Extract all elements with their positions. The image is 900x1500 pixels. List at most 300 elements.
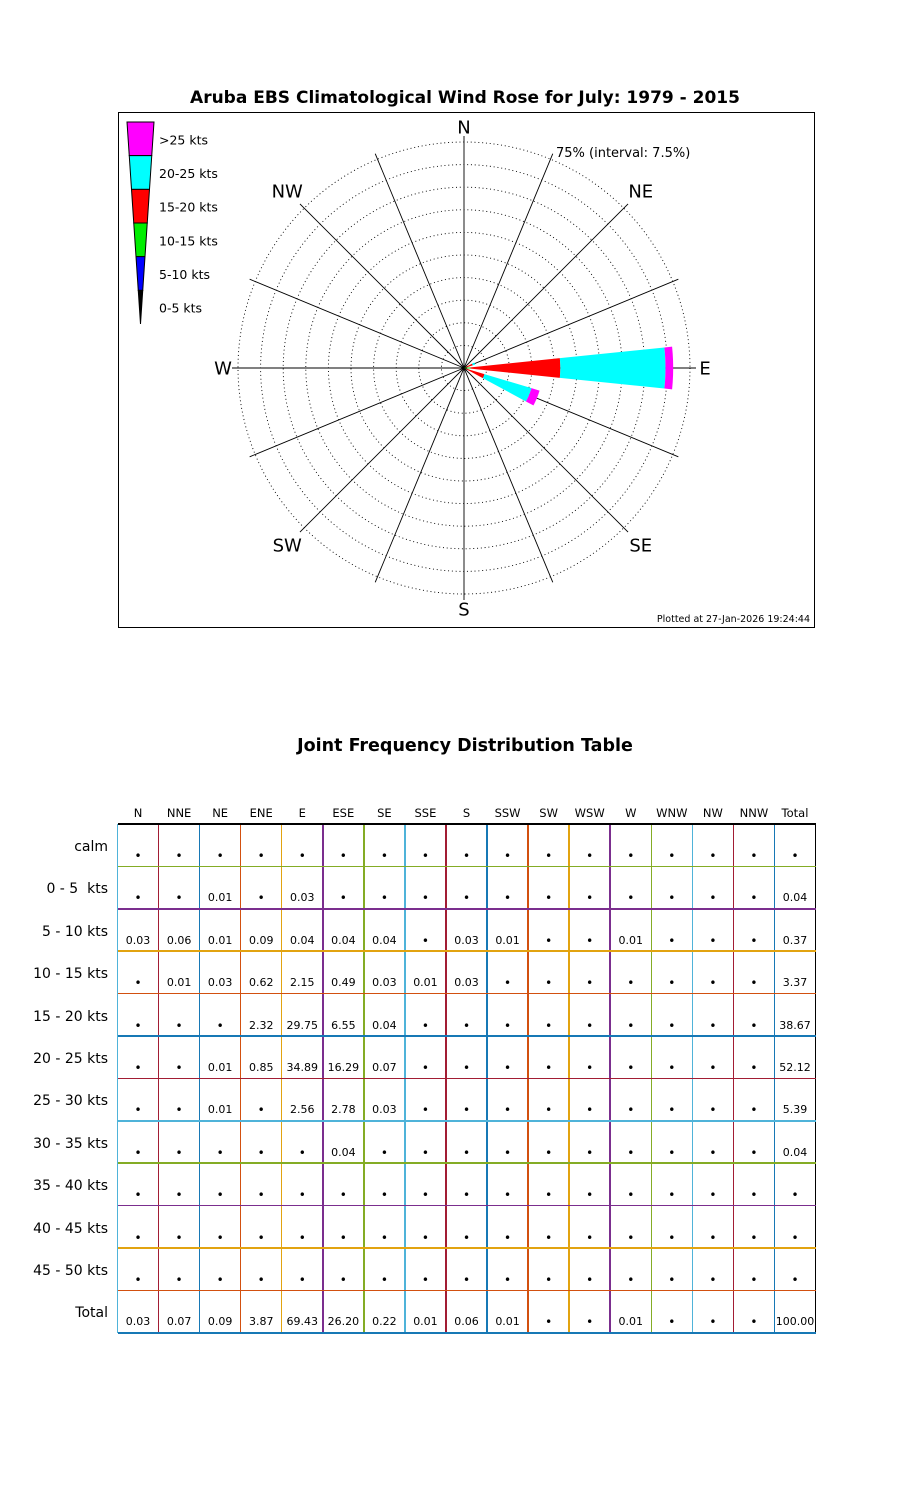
table-title: Joint Frequency Distribution Table (297, 736, 633, 756)
row-label: 45 - 50 kts (33, 1263, 108, 1279)
table-cell: 0.03 (290, 891, 315, 905)
legend-label: 5-10 kts (159, 267, 210, 282)
table-cell: • (421, 1188, 429, 1203)
table-cell: • (668, 848, 676, 863)
table-cell: • (257, 1230, 265, 1245)
table-cell: • (627, 848, 635, 863)
grid-line-v (651, 824, 653, 1333)
table-cell: • (586, 1315, 594, 1330)
col-header-sw: SW (539, 806, 558, 820)
table-cell: 2.32 (248, 1018, 274, 1032)
legend-label: 0-5 kts (159, 300, 203, 316)
table-cell: • (586, 1230, 594, 1245)
table-cell: • (175, 1188, 183, 1203)
table-cell: • (134, 1145, 142, 1160)
grid-line-h (118, 1332, 816, 1334)
direction-spoke (300, 368, 464, 532)
table-cell: • (709, 1272, 717, 1287)
table-cell: 0.01 (618, 933, 643, 947)
col-header-total: Total (781, 806, 809, 820)
table-cell: 0.03 (125, 1315, 151, 1329)
table-cell: • (750, 1230, 758, 1245)
col-header-sse: SSE (414, 806, 437, 820)
row-label: 35 - 40 kts (33, 1178, 108, 1195)
main-title: Aruba EBS Climatological Wind Rose for July: 1979 - 2015 (190, 88, 740, 108)
table-cell: • (586, 891, 594, 906)
direction-label-ne: NE (628, 181, 654, 203)
table-cell: • (421, 1018, 429, 1033)
table-cell: • (504, 1060, 512, 1075)
table-cell: • (709, 848, 717, 863)
table-cell: • (545, 1230, 553, 1245)
grid-line-v (733, 824, 735, 1333)
grid-line-v (240, 824, 242, 1333)
table-cell: • (257, 1188, 265, 1203)
table-cell: • (298, 1188, 306, 1203)
wind-petal-ese (483, 374, 532, 401)
table-cell: • (134, 848, 142, 863)
table-cell: • (380, 1145, 388, 1160)
col-header-w: W (625, 806, 637, 820)
table-cell: 0.03 (454, 933, 479, 947)
table-cell: • (339, 1272, 347, 1287)
table-cell: 29.75 (286, 1018, 319, 1032)
table-cell: • (627, 1230, 635, 1245)
legend-label: 10-15 kts (159, 233, 218, 249)
table-cell: • (462, 1060, 471, 1075)
table-cell: 0.03 (125, 933, 151, 947)
table-cell: 0.06 (166, 933, 192, 947)
table-cell: • (668, 976, 676, 991)
table-cell: • (421, 848, 429, 863)
table-cell: 0.01 (207, 891, 233, 905)
col-header-nne: NNE (166, 806, 192, 820)
table-cell: • (586, 933, 594, 948)
table-cell: • (175, 1018, 183, 1033)
legend-swatch (134, 223, 148, 257)
col-header-nnw: NNW (739, 806, 769, 820)
table-cell: • (421, 1272, 429, 1287)
table-cell: • (709, 1230, 717, 1245)
table-cell: • (504, 1103, 512, 1118)
table-cell: • (791, 1272, 799, 1287)
table-cell: • (750, 933, 758, 948)
direction-spoke (464, 204, 628, 368)
col-header-ene: ENE (249, 806, 273, 820)
wind-petal-e (560, 347, 666, 388)
table-cell: • (421, 1103, 429, 1118)
table-cell: • (339, 891, 347, 906)
grid-line-v (322, 824, 324, 1333)
table-cell: • (668, 933, 676, 948)
table-cell: 38.67 (779, 1018, 811, 1032)
table-cell: 69.43 (286, 1315, 319, 1329)
wind-rose-panel (118, 112, 815, 628)
direction-spoke (464, 368, 628, 532)
table-cell: • (216, 1018, 224, 1033)
table-cell: • (134, 1272, 142, 1287)
wind-petal-e (664, 347, 673, 390)
table-cell: • (545, 1272, 553, 1287)
table-cell: • (668, 1272, 676, 1287)
table-cell: • (545, 976, 553, 991)
table-cell: • (750, 1272, 758, 1287)
table-cell: • (791, 1188, 799, 1203)
table-cell: 6.55 (331, 1018, 356, 1032)
table-cell: • (709, 891, 717, 906)
radial-scale-label: 75% (interval: 7.5%) (556, 146, 691, 161)
grid-line-v (445, 824, 447, 1333)
table-cell: • (134, 976, 142, 991)
grid-line-v (486, 824, 488, 1333)
legend-label: 20-25 kts (159, 166, 218, 181)
row-label: 30 - 35 kts (33, 1135, 108, 1152)
table-cell: • (586, 1060, 594, 1075)
col-header-s: S (462, 806, 471, 820)
legend-swatch (136, 257, 145, 291)
table-cell: • (545, 1018, 553, 1033)
grid-line-v (527, 824, 529, 1333)
table-cell: 0.04 (372, 1018, 397, 1032)
direction-label-se: SE (629, 535, 653, 557)
table-cell: • (627, 976, 635, 991)
table-cell: • (339, 848, 347, 863)
table-cell: • (586, 1188, 594, 1203)
table-cell: • (134, 1230, 142, 1245)
table-cell: • (668, 891, 676, 906)
table-cell: • (750, 1188, 758, 1203)
table-cell: 100.00 (775, 1315, 815, 1329)
table-cell: • (750, 1018, 758, 1033)
table-cell: • (545, 933, 553, 948)
table-cell: • (462, 1103, 471, 1118)
table-cell: • (709, 1145, 717, 1160)
table-cell: • (545, 1315, 553, 1330)
table-cell: • (586, 1018, 594, 1033)
table-cell: • (586, 1145, 594, 1160)
table-cell: • (586, 1103, 594, 1118)
grid-line-h (118, 1120, 816, 1122)
row-label: 15 - 20 kts (33, 1008, 108, 1025)
table-cell: • (380, 1272, 388, 1287)
direction-spoke (300, 204, 464, 368)
direction-label-w: W (214, 358, 232, 380)
grid-line-v (692, 824, 694, 1333)
row-label: 20 - 25 kts (33, 1051, 108, 1067)
table-cell: 3.87 (248, 1315, 274, 1329)
table-cell: • (380, 1230, 388, 1245)
table-cell: • (504, 1230, 512, 1245)
row-label: 25 - 30 kts (33, 1093, 108, 1110)
table-cell: • (750, 1145, 758, 1160)
table-cell: • (709, 1018, 717, 1033)
grid-line-h (118, 823, 816, 825)
direction-label-nw: NW (271, 181, 303, 203)
col-header-wsw: WSW (574, 806, 605, 820)
table-cell: 0.01 (495, 933, 520, 947)
table-cell: 3.37 (782, 976, 808, 990)
table-cell: • (421, 1060, 429, 1075)
table-cell: • (462, 848, 471, 863)
table-cell: 0.09 (248, 933, 274, 947)
table-cell: • (134, 891, 142, 906)
table-cell: • (134, 1018, 142, 1033)
table-cell: • (216, 1145, 224, 1160)
table-cell: • (545, 1103, 553, 1118)
speed-legend (127, 122, 218, 324)
table-cell: • (339, 1188, 347, 1203)
table-cell: 0.03 (207, 976, 233, 990)
table-cell: • (750, 976, 758, 991)
legend-swatch (129, 156, 152, 190)
table-cell: 0.49 (331, 976, 356, 990)
table-cell: • (257, 891, 265, 906)
table-cell: • (668, 1060, 676, 1075)
table-cell: • (421, 1145, 429, 1160)
table-cell: • (504, 976, 512, 991)
row-label: 10 - 15 kts (33, 966, 108, 983)
table-cell: 0.07 (372, 1060, 397, 1074)
table-cell: 0.01 (413, 1315, 438, 1329)
table-cell: • (627, 1145, 635, 1160)
table-cell: 0.03 (372, 1103, 397, 1117)
table-cell: 2.56 (290, 1103, 315, 1117)
table-cell: • (545, 891, 553, 906)
table-cell: 0.01 (207, 1103, 233, 1117)
table-cell: 0.04 (782, 891, 808, 905)
table-cell: • (791, 1230, 799, 1245)
direction-spoke (464, 154, 553, 368)
table-cell: • (175, 848, 183, 863)
table-cell: 0.03 (372, 976, 397, 990)
table-cell: • (462, 891, 471, 906)
table-cell: • (462, 1188, 471, 1203)
table-cell: • (380, 891, 388, 906)
grid-line-h (118, 866, 816, 868)
table-cell: 0.62 (248, 976, 274, 990)
table-cell: 0.04 (782, 1145, 808, 1159)
grid-line-h (118, 908, 816, 910)
table-cell: • (627, 1018, 635, 1033)
grid-line-v (404, 824, 406, 1333)
table-cell: 0.04 (331, 1145, 356, 1159)
table-cell: 2.78 (331, 1103, 356, 1117)
table-cell: • (668, 1145, 676, 1160)
table-cell: • (421, 891, 429, 906)
table-cell: 0.01 (413, 976, 438, 990)
row-label: Total (75, 1305, 108, 1322)
legend-label: 15-20 kts (159, 199, 218, 215)
table-cell: • (750, 1060, 758, 1075)
table-cell: • (545, 1145, 553, 1160)
table-cell: • (216, 1230, 224, 1245)
table-cell: • (175, 1103, 183, 1118)
table-cell: • (339, 1230, 347, 1245)
col-header-ssw: SSW (494, 806, 521, 820)
table-cell: 0.07 (166, 1315, 192, 1329)
direction-spoke (464, 368, 553, 582)
grid-line-v (774, 824, 776, 1333)
table-cell: • (175, 1272, 183, 1287)
table-cell: • (709, 1060, 717, 1075)
col-header-wnw: WNW (656, 806, 688, 820)
table-cell: 2.15 (290, 976, 315, 990)
table-cell: • (175, 1060, 183, 1075)
table-cell: • (668, 1018, 676, 1033)
legend-swatch (138, 290, 143, 324)
table-cell: 5.39 (782, 1103, 808, 1117)
direction-spoke (375, 368, 464, 582)
table-cell: 0.01 (166, 976, 192, 990)
table-cell: • (298, 1145, 306, 1160)
direction-label-e: E (699, 358, 711, 380)
table-cell: • (668, 1315, 676, 1330)
table-cell: • (134, 1188, 142, 1203)
table-cell: • (709, 1315, 717, 1330)
table-cell: 0.37 (782, 933, 808, 947)
table-cell: • (421, 933, 429, 948)
grid-line-h (118, 1247, 816, 1249)
grid-line-h (118, 1205, 816, 1207)
table-cell: • (709, 1103, 717, 1118)
table-cell: 0.22 (372, 1315, 397, 1329)
grid-line-v (158, 824, 160, 1333)
table-cell: • (709, 976, 717, 991)
legend-label: >25 kts (159, 132, 209, 148)
legend-swatch (132, 189, 150, 223)
table-cell: • (175, 1145, 183, 1160)
table-cell: • (175, 891, 183, 906)
table-cell: • (380, 848, 388, 863)
table-cell: • (421, 1230, 429, 1245)
table-cell: 0.04 (372, 933, 397, 947)
table-cell: 0.01 (495, 1315, 520, 1329)
table-cell: 16.29 (327, 1060, 360, 1074)
grid-line-v (568, 824, 570, 1333)
table-cell: • (216, 848, 224, 863)
table-cell: 0.85 (248, 1060, 274, 1074)
col-header-ese: ESE (332, 806, 355, 820)
table-cell: • (175, 1230, 183, 1245)
table-cell: 0.01 (207, 1060, 233, 1074)
table-cell: 0.06 (454, 1315, 479, 1329)
grid-line-v (199, 824, 201, 1333)
table-cell: 0.01 (618, 1315, 643, 1329)
table-cell: • (216, 1188, 224, 1203)
table-cell: • (586, 1272, 594, 1287)
table-cell: • (504, 1018, 512, 1033)
table-cell: • (750, 848, 758, 863)
table-cell: 0.01 (207, 933, 233, 947)
grid-line-v (609, 824, 611, 1333)
row-label: 0 - 5 kts (46, 881, 108, 898)
grid-line-h (118, 1078, 816, 1080)
table-cell: • (216, 1272, 224, 1287)
grid-line-h (118, 1162, 816, 1164)
table-cell: • (545, 1060, 553, 1075)
table-cell: 0.03 (454, 976, 479, 990)
row-label: 40 - 45 kts (33, 1220, 108, 1237)
wind-rose-chart (119, 113, 816, 629)
table-cell: • (257, 1145, 265, 1160)
grid-line-h (118, 1035, 816, 1037)
table-cell: • (298, 1272, 306, 1287)
row-label: calm (74, 839, 108, 855)
grid-line-h (118, 993, 816, 995)
table-cell: • (462, 1272, 471, 1287)
table-cell: 0.04 (290, 933, 315, 947)
legend-swatch (127, 122, 154, 156)
table-cell: • (134, 1060, 142, 1075)
table-cell: • (750, 1315, 758, 1330)
table-cell: • (257, 1103, 265, 1118)
col-header-se: SE (377, 806, 392, 820)
table-cell: 26.20 (327, 1315, 360, 1329)
direction-spoke (375, 154, 464, 368)
grid-line-h (118, 950, 816, 952)
table-cell: • (668, 1188, 676, 1203)
table-cell: • (627, 891, 635, 906)
table-cell: • (750, 891, 758, 906)
table-cell: • (504, 1145, 512, 1160)
table-cell: • (545, 1188, 553, 1203)
grid-line-v (117, 824, 119, 1333)
table-cell: • (462, 1018, 471, 1033)
table-cell: • (462, 1230, 471, 1245)
table-cell: • (627, 1103, 635, 1118)
col-header-n: N (133, 806, 143, 820)
col-header-e: E (298, 806, 306, 820)
grid-line-v (281, 824, 283, 1333)
table-cell: • (709, 933, 717, 948)
table-cell: • (504, 848, 512, 863)
table-cell: • (257, 1272, 265, 1287)
table-cell: 34.89 (286, 1060, 319, 1074)
table-cell: 0.09 (207, 1315, 233, 1329)
table-cell: • (298, 848, 306, 863)
table-cell: • (298, 1230, 306, 1245)
table-cell: 0.04 (331, 933, 356, 947)
table-cell: • (709, 1188, 717, 1203)
table-cell: • (504, 1188, 512, 1203)
table-cell: • (627, 1272, 635, 1287)
table-cell: • (462, 1145, 471, 1160)
row-label: 5 - 10 kts (41, 923, 108, 940)
direction-label-n: N (457, 117, 471, 139)
direction-label-s: S (458, 599, 470, 621)
table-cell: • (627, 1060, 635, 1075)
direction-label-sw: SW (272, 535, 302, 557)
table-cell: • (668, 1103, 676, 1118)
table-cell: • (504, 891, 512, 906)
table-cell: • (627, 1188, 635, 1203)
table-cell: 52.12 (779, 1060, 811, 1074)
table-cell: • (586, 976, 594, 991)
table-cell: • (791, 848, 799, 863)
table-cell: • (504, 1272, 512, 1287)
table-cell: • (750, 1103, 758, 1118)
col-header-nw: NW (702, 806, 723, 820)
grid-line-h (118, 1290, 816, 1292)
wind-petal-ese (465, 368, 484, 378)
plot-timestamp: Plotted at 27-Jan-2026 19:24:44 (656, 614, 810, 625)
table-cell: • (586, 848, 594, 863)
table-cell: • (380, 1188, 388, 1203)
grid-line-v (363, 824, 365, 1333)
direction-spoke (250, 368, 464, 457)
table-cell: • (257, 848, 265, 863)
grid-line-v (815, 824, 817, 1333)
